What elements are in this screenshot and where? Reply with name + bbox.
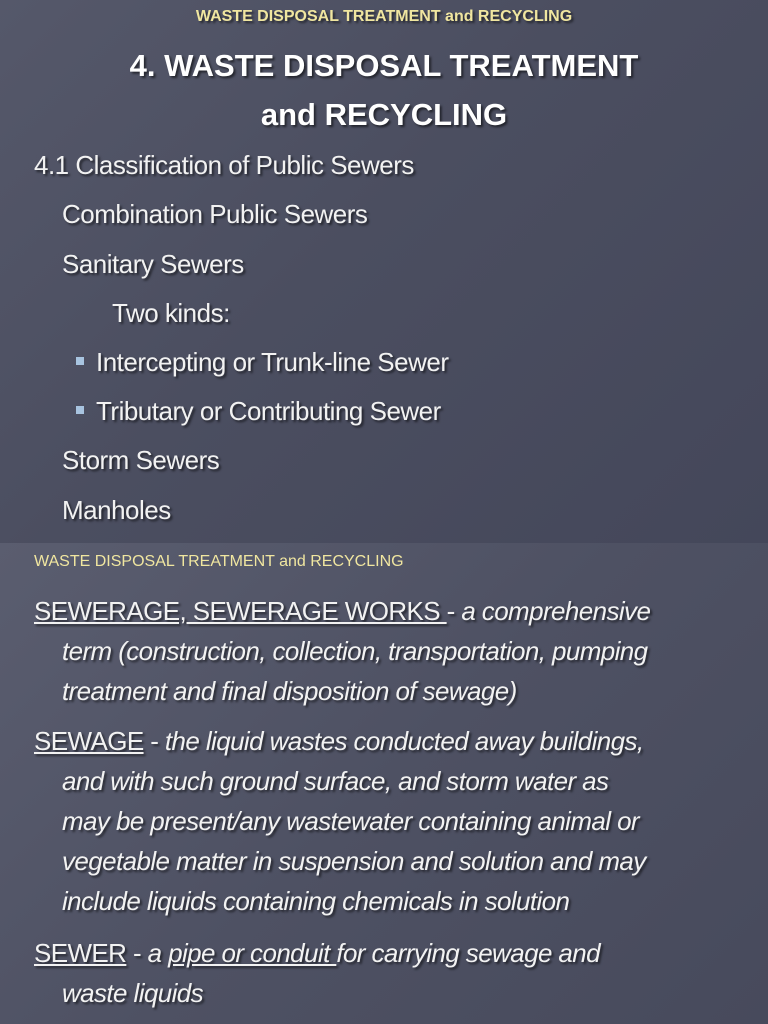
definition-term: SEWER bbox=[34, 938, 127, 968]
definition-term: SEWERAGE, SEWERAGE WORKS bbox=[34, 596, 447, 626]
list-item bbox=[76, 347, 449, 378]
definition-text: may be present/any wastewater containing animal or bbox=[62, 806, 639, 836]
definition-text: term (construction, collection, transportation, pumping bbox=[62, 636, 648, 666]
list-item: Sanitary Sewers bbox=[62, 249, 244, 279]
definition-text: for carrying sewage and bbox=[336, 938, 601, 968]
definition-text: a bbox=[147, 938, 169, 968]
definition-text: vegetable matter in suspension and solution and may bbox=[62, 846, 646, 876]
slide-title-line1: 4. WASTE DISPOSAL TREATMENT bbox=[129, 48, 639, 83]
list-item: Combination Public Sewers bbox=[62, 199, 368, 229]
list-item bbox=[76, 396, 441, 427]
definition-text: and with such ground surface, and storm water as bbox=[62, 766, 609, 796]
section-heading: 4.1 Classification of Public Sewers bbox=[34, 150, 414, 180]
definition-separator: - bbox=[446, 596, 462, 626]
definition-text: treatment and final disposition of sewage) bbox=[62, 676, 517, 706]
list-item: Storm Sewers bbox=[62, 445, 220, 475]
definition-separator: - bbox=[143, 726, 165, 756]
square-bullet-icon bbox=[76, 357, 84, 365]
square-bullet-icon bbox=[76, 406, 84, 414]
list-item: Two kinds: bbox=[112, 298, 230, 328]
definition-text: the liquid wastes conducted away buildings, bbox=[164, 726, 644, 756]
definition-sewage bbox=[34, 721, 744, 921]
slide-header: WASTE DISPOSAL TREATMENT and RECYCLING bbox=[195, 8, 573, 25]
definition-separator: - bbox=[126, 938, 148, 968]
definition-text: a comprehensive bbox=[461, 596, 651, 626]
list-item: Manholes bbox=[62, 495, 171, 525]
definition-sewer bbox=[34, 933, 744, 1013]
definition-text: include liquids containing chemicals in solution bbox=[62, 886, 570, 916]
slide-header: WASTE DISPOSAL TREATMENT and RECYCLING bbox=[34, 553, 404, 570]
bullet-text: Tributary or Contributing Sewer bbox=[96, 396, 441, 426]
slide-definitions bbox=[0, 543, 768, 1024]
definition-text: waste liquids bbox=[62, 978, 204, 1008]
definition-underlined-text: pipe or conduit bbox=[168, 938, 337, 968]
bullet-text: Intercepting or Trunk-line Sewer bbox=[96, 347, 449, 377]
slide-title-line2: and RECYCLING bbox=[260, 97, 508, 132]
definition-sewerage bbox=[34, 591, 744, 711]
definition-term: SEWAGE bbox=[34, 726, 144, 756]
